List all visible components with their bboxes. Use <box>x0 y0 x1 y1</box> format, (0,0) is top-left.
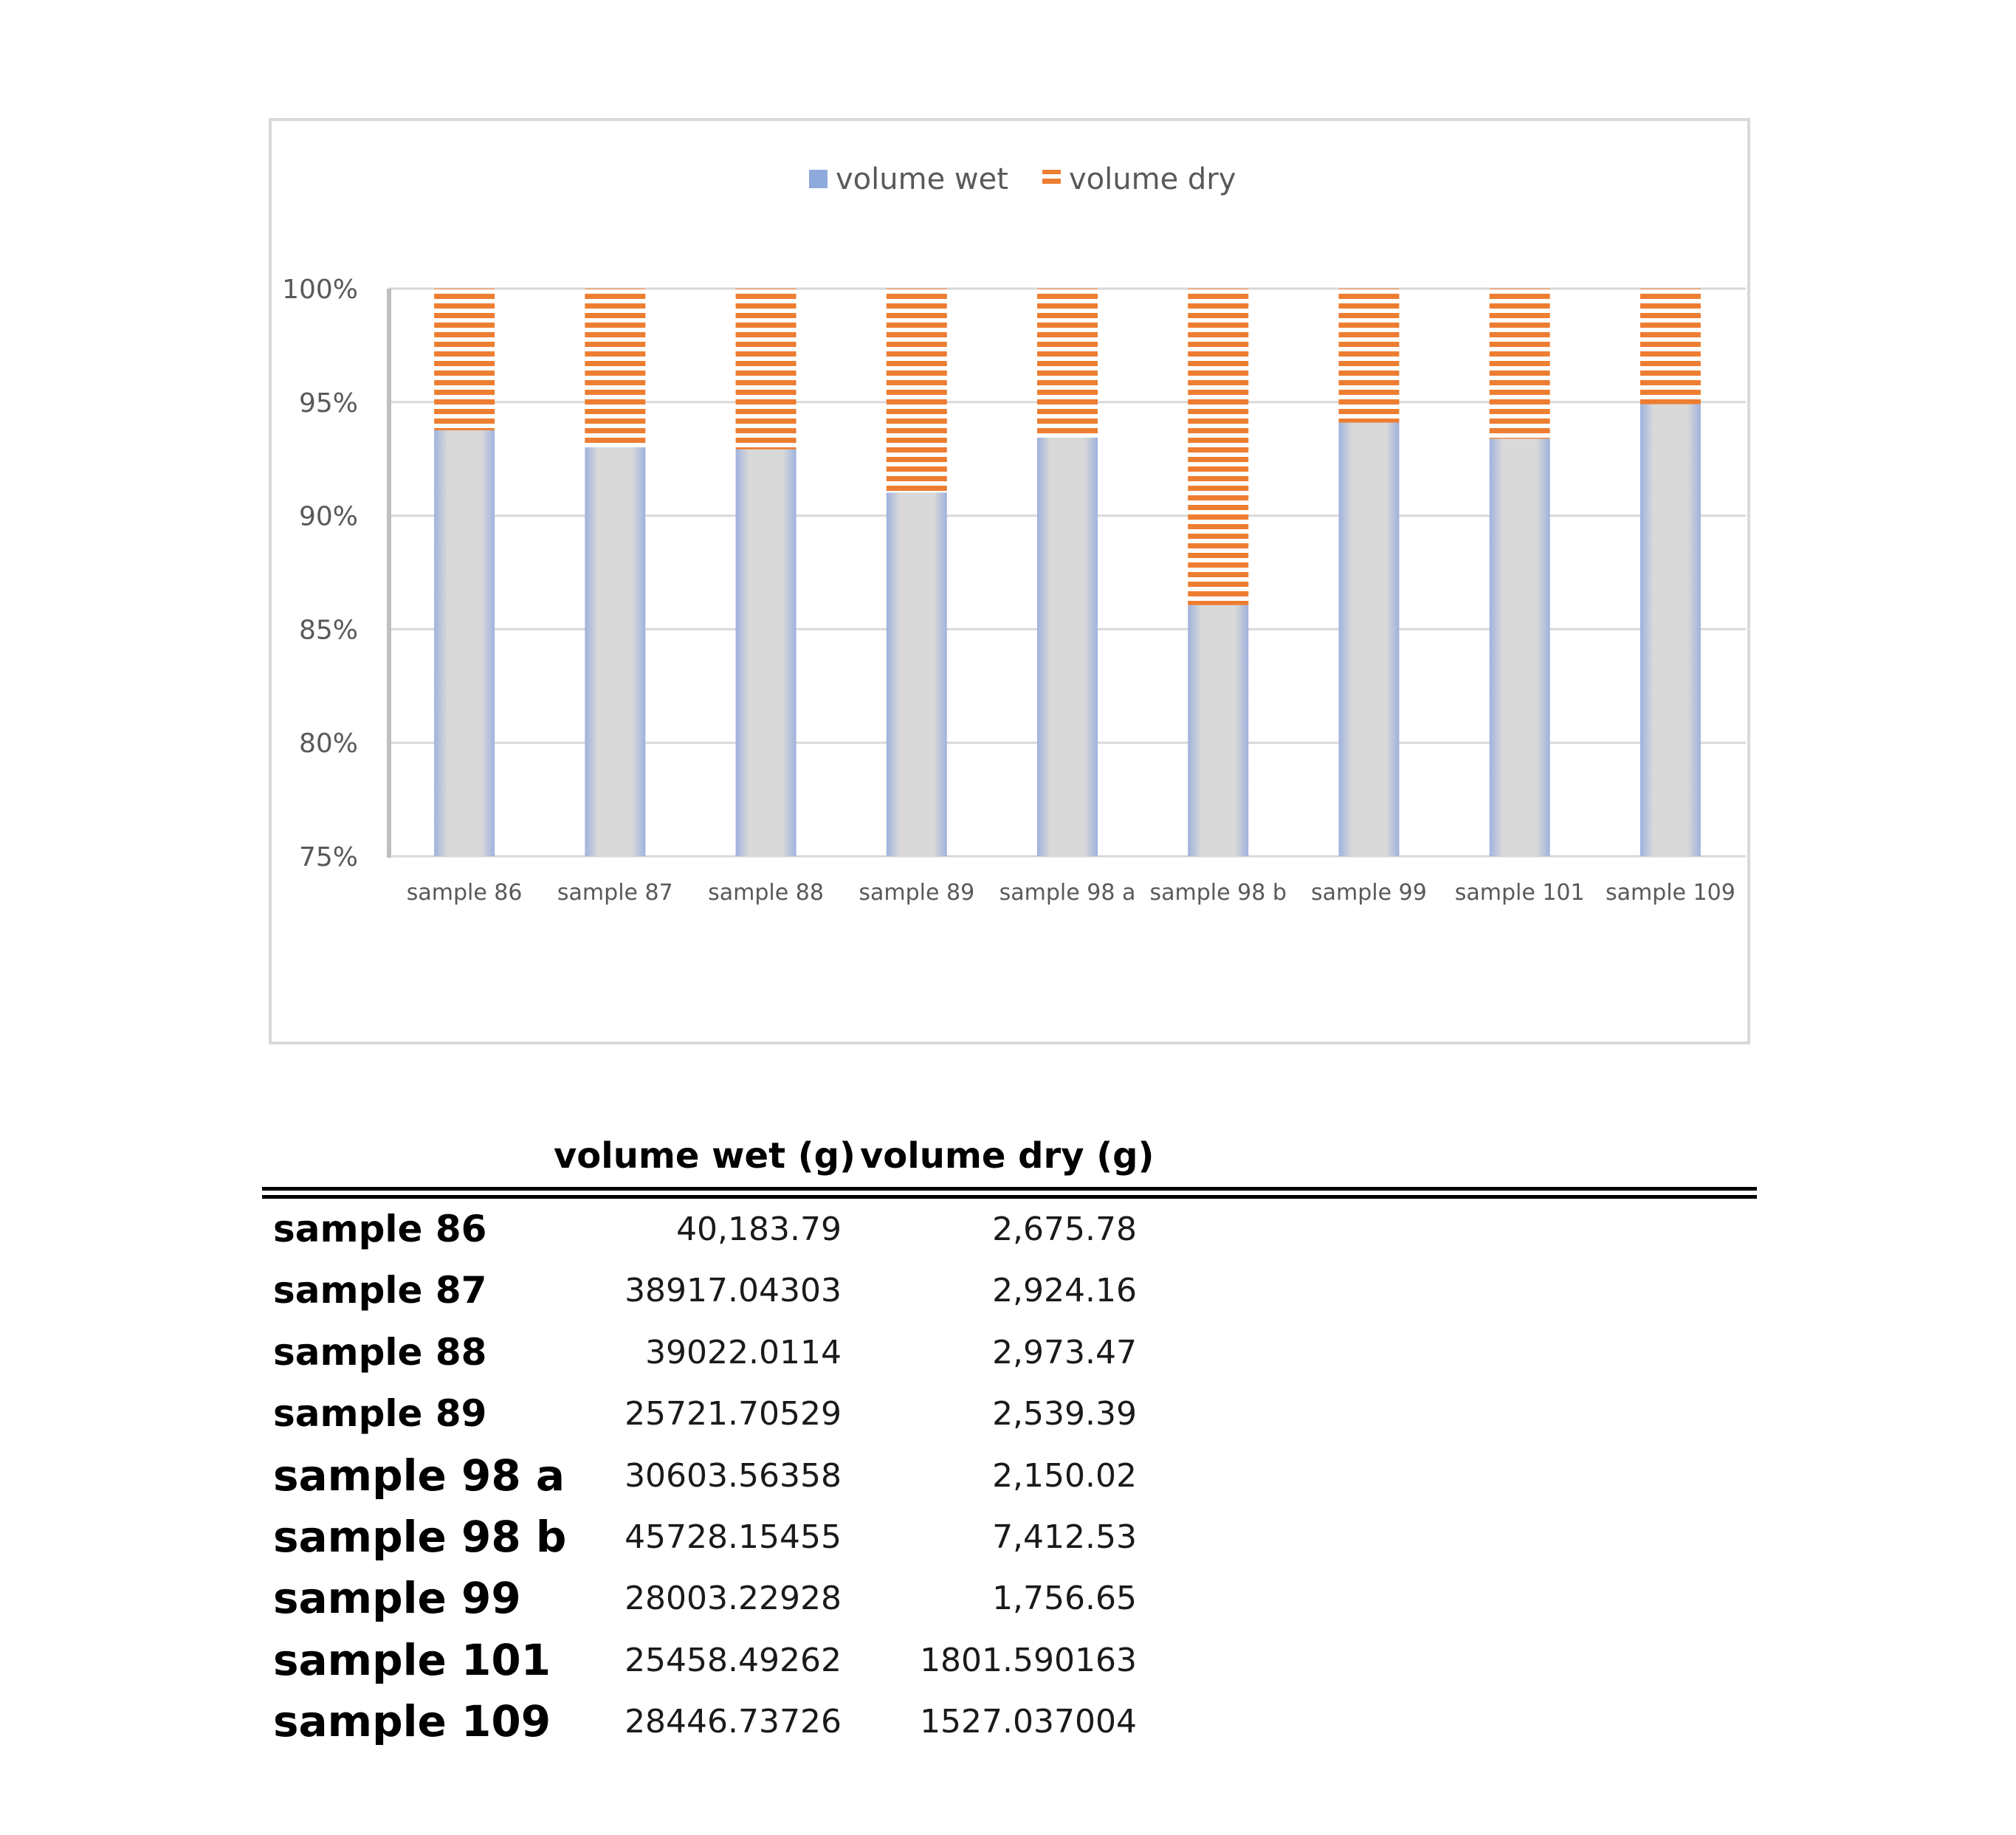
table-cell-dry: 7,412.53 <box>992 1518 1137 1556</box>
table-cell-wet: 30603.56358 <box>625 1456 842 1495</box>
bar-wet-1 <box>434 430 495 856</box>
table-cell-dry: 2,924.16 <box>992 1272 1137 1310</box>
table-cell-dry: 2,973.47 <box>992 1333 1137 1371</box>
table-cell-dry: 1801.590163 <box>920 1641 1137 1679</box>
y-tick-labels <box>282 275 358 872</box>
x-category-labels <box>407 880 1735 906</box>
y-tick-label: 75% <box>298 842 358 872</box>
chart-legend <box>809 162 1236 196</box>
bar-wet-5 <box>1037 438 1098 856</box>
legend-swatch-dry <box>1042 170 1061 188</box>
table-cell-dry: 2,539.39 <box>992 1395 1137 1433</box>
bars <box>434 289 1701 856</box>
bar-wet-9 <box>1640 404 1701 856</box>
y-tick-label: 100% <box>282 275 358 305</box>
table-cell-wet: 38917.04303 <box>625 1272 842 1310</box>
legend-label-wet: volume wet <box>836 162 1008 196</box>
x-category-label: sample 101 <box>1454 880 1585 906</box>
table-row-label: sample 99 <box>273 1573 521 1624</box>
table-cell-wet: 28003.22928 <box>625 1580 842 1618</box>
table-cell-dry: 2,675.78 <box>992 1211 1137 1248</box>
table-cell-wet: 25458.49262 <box>625 1641 842 1679</box>
table-cell-wet: 28446.73726 <box>625 1703 842 1741</box>
bar-dry-2 <box>585 289 645 447</box>
table-row-label: sample 109 <box>273 1696 551 1747</box>
table-row-label: sample 101 <box>273 1634 551 1685</box>
table-cell-wet: 39022.0114 <box>645 1333 842 1371</box>
table-row-label: sample 88 <box>273 1330 487 1374</box>
y-tick-label: 80% <box>298 729 358 760</box>
x-category-label: sample 109 <box>1605 880 1735 906</box>
chart-frame <box>269 118 1750 1044</box>
table-row-label: sample 87 <box>273 1269 487 1312</box>
table-cell-wet: 40,183.79 <box>676 1211 842 1248</box>
table-row-label: sample 98 b <box>273 1512 567 1562</box>
table-row-label: sample 89 <box>273 1392 487 1436</box>
bar-dry-4 <box>887 289 947 492</box>
table-cell-wet: 45728.15455 <box>625 1518 842 1556</box>
bar-wet-6 <box>1188 605 1248 856</box>
bar-dry-1 <box>434 289 495 430</box>
x-category-label: sample 87 <box>557 880 673 906</box>
bar-dry-9 <box>1640 289 1701 404</box>
x-category-label: sample 98 b <box>1149 880 1287 906</box>
bar-dry-3 <box>736 289 797 450</box>
table-header-dry: volume dry (g) <box>860 1135 1155 1177</box>
bar-wet-7 <box>1338 422 1399 856</box>
table-row-label: sample 86 <box>273 1208 487 1250</box>
table-header-wet: volume wet (g) <box>554 1135 856 1177</box>
x-category-label: sample 99 <box>1311 880 1427 906</box>
bar-dry-6 <box>1188 289 1248 605</box>
x-category-label: sample 89 <box>859 880 975 906</box>
bar-wet-4 <box>887 492 947 856</box>
table-cell-dry: 1527.037004 <box>920 1703 1137 1741</box>
bar-dry-5 <box>1037 289 1098 438</box>
x-category-label: sample 98 a <box>999 880 1136 906</box>
y-tick-label: 85% <box>298 615 358 646</box>
stacked-bar-chart <box>272 121 1747 1042</box>
y-tick-label: 90% <box>298 501 358 532</box>
header-rule-top <box>262 1187 1757 1191</box>
header-rule-bottom <box>262 1195 1757 1199</box>
bar-dry-8 <box>1490 289 1550 438</box>
bar-wet-8 <box>1490 438 1550 856</box>
y-tick-label: 95% <box>298 388 358 419</box>
table-cell-dry: 1,756.65 <box>992 1580 1137 1618</box>
bar-dry-7 <box>1338 289 1399 422</box>
table-cell-wet: 25721.70529 <box>625 1395 842 1433</box>
x-category-label: sample 88 <box>708 880 824 906</box>
table-cell-dry: 2,150.02 <box>992 1456 1137 1495</box>
bar-wet-2 <box>585 447 645 856</box>
legend-swatch-wet <box>809 170 828 188</box>
table-row-label: sample 98 a <box>273 1450 565 1501</box>
x-category-label: sample 86 <box>406 880 523 906</box>
legend-label-dry: volume dry <box>1069 162 1236 196</box>
bar-wet-3 <box>736 450 797 856</box>
